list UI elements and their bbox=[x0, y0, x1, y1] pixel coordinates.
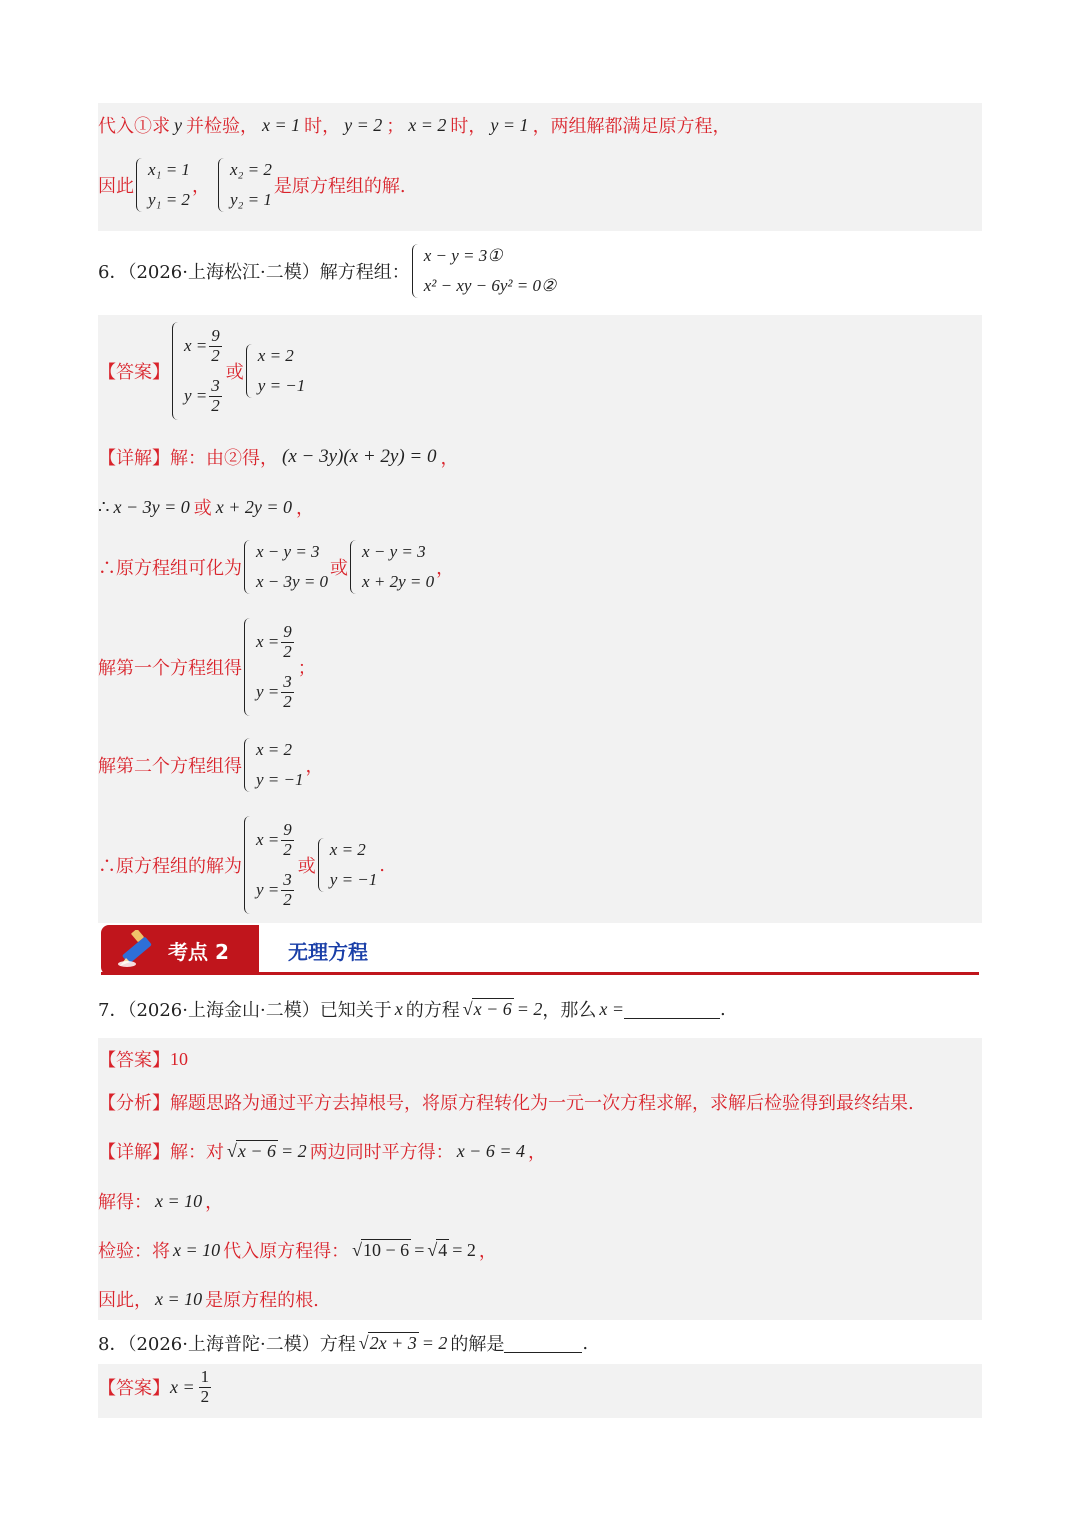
numerator: 3 bbox=[211, 375, 220, 395]
brace bbox=[244, 618, 253, 716]
system-b bbox=[350, 540, 434, 594]
text: 解第一个方程组得 bbox=[98, 658, 242, 679]
math-var: y bbox=[174, 114, 182, 135]
detail-tag: 【详解】 bbox=[98, 448, 170, 469]
sys-row: y₂ = 1 bbox=[229, 190, 272, 209]
pencil-icon bbox=[116, 930, 160, 970]
denominator: 2 bbox=[283, 889, 292, 909]
q6-detail-4 bbox=[98, 618, 316, 716]
numerator: 9 bbox=[211, 325, 220, 345]
numerator: 9 bbox=[283, 819, 292, 839]
system-a bbox=[244, 540, 328, 594]
q7-detail bbox=[98, 1138, 546, 1164]
sys-row: x − y = 3 bbox=[256, 542, 320, 561]
brace bbox=[350, 540, 359, 594]
text: 并检验， bbox=[186, 116, 258, 137]
question-text: 的解是 bbox=[450, 1334, 505, 1355]
q6-question bbox=[98, 244, 558, 298]
text: . bbox=[379, 854, 386, 876]
q6-detail-2 bbox=[98, 494, 314, 520]
q7-conclusion bbox=[98, 1286, 319, 1312]
answer-value: 10 bbox=[170, 1048, 188, 1069]
fraction bbox=[281, 821, 294, 859]
answer-box-q7 bbox=[98, 1038, 982, 1320]
text: 或 bbox=[193, 498, 212, 519]
answer-tag: 【答案】 bbox=[98, 1050, 170, 1071]
text: ， bbox=[305, 756, 324, 777]
question-text: 的方程 bbox=[405, 1000, 460, 1021]
q7-solve bbox=[98, 1188, 223, 1214]
text: 代入原方程得： bbox=[223, 1241, 350, 1262]
math-eq: (x − 3y)(x + 2y) = 0 bbox=[282, 446, 437, 467]
final-int-system bbox=[318, 838, 378, 892]
text: 检验：将 bbox=[98, 1241, 170, 1262]
q8-answer bbox=[98, 1368, 213, 1406]
radicand: 4 bbox=[438, 1240, 448, 1260]
section-underline bbox=[101, 972, 979, 975]
solution-int-system bbox=[244, 738, 304, 792]
fraction bbox=[199, 1368, 212, 1406]
math: x = bbox=[170, 1376, 195, 1397]
question-text: ，那么 bbox=[542, 1000, 597, 1021]
math: x = bbox=[184, 336, 208, 355]
sys-row: x + 2y = 0 bbox=[362, 572, 435, 591]
math: = 2 bbox=[516, 998, 543, 1019]
answer-system-int bbox=[246, 344, 306, 398]
math: = bbox=[414, 1239, 425, 1260]
analysis-tag: 【分析】 bbox=[98, 1093, 170, 1114]
solution-system-2 bbox=[218, 158, 272, 212]
sys-row: x − 3y = 0 bbox=[256, 572, 329, 591]
math: x = bbox=[256, 830, 280, 849]
final-frac-system bbox=[244, 816, 296, 914]
sys-row: x₁ = 1 bbox=[148, 160, 190, 179]
text: ， bbox=[440, 448, 459, 469]
math: = 2 bbox=[281, 1140, 307, 1161]
text: . bbox=[582, 1332, 589, 1354]
math: = 2 bbox=[452, 1239, 476, 1260]
brace bbox=[136, 158, 145, 212]
sqrt-expression: √ x − 6 bbox=[227, 1140, 277, 1161]
sys-row: x₂ = 2 bbox=[229, 160, 272, 179]
sys-row bbox=[256, 668, 296, 716]
radicand: x − 6 bbox=[473, 999, 512, 1019]
math-eq: x + 2y = 0 bbox=[215, 496, 293, 517]
q5-conclusion-line bbox=[98, 158, 406, 212]
solution-system-1 bbox=[136, 158, 190, 212]
brace bbox=[412, 244, 421, 298]
brace bbox=[244, 540, 253, 594]
math-eq: x − 3y = 0 bbox=[113, 496, 190, 517]
numerator: 3 bbox=[283, 869, 292, 889]
therefore: ∴ bbox=[98, 496, 110, 518]
math-eq: x = 2 bbox=[408, 114, 447, 135]
fraction bbox=[281, 673, 294, 711]
q6-answer bbox=[98, 322, 307, 420]
q5-verify-line bbox=[98, 112, 731, 138]
answer-blank[interactable] bbox=[504, 1334, 582, 1353]
sys-row bbox=[184, 322, 224, 370]
text: 因此， bbox=[98, 1290, 152, 1311]
sys-row: y₁ = 2 bbox=[148, 190, 190, 209]
sys-row: y = −1 bbox=[256, 770, 304, 789]
text: 解得： bbox=[98, 1192, 152, 1213]
sqrt-expression: √ x − 6 bbox=[462, 998, 512, 1019]
math: x = bbox=[256, 632, 280, 651]
text: 解：对 bbox=[170, 1142, 224, 1163]
brace bbox=[244, 816, 253, 914]
numerator: 9 bbox=[283, 621, 292, 641]
text: 两边同时平方得： bbox=[309, 1142, 454, 1163]
text: 或 bbox=[225, 362, 244, 383]
q7-analysis bbox=[98, 1089, 914, 1115]
question-text: 6．（2026·上海松江·二模）解方程组： bbox=[98, 262, 410, 283]
fraction bbox=[281, 871, 294, 909]
answer-box-q8 bbox=[98, 1364, 982, 1418]
sys-row: x = 2 bbox=[329, 840, 366, 859]
radicand: x − 6 bbox=[237, 1141, 277, 1161]
sys-row: x = 2 bbox=[257, 346, 294, 365]
sys-row: x − y = 3 bbox=[362, 542, 426, 561]
text: 解：由②得， bbox=[170, 448, 278, 469]
q7-answer bbox=[98, 1046, 188, 1072]
text: ∴原方程组的解为 bbox=[98, 856, 242, 877]
text: ， bbox=[296, 498, 315, 519]
q7-question bbox=[98, 996, 726, 1022]
sys-row: x − y = 3① bbox=[423, 246, 503, 265]
fraction bbox=[209, 377, 222, 415]
text: 时， bbox=[304, 116, 341, 137]
sys-row: y = −1 bbox=[257, 376, 306, 395]
brace bbox=[218, 158, 227, 212]
text: . bbox=[720, 998, 726, 1020]
answer-system-frac bbox=[172, 322, 224, 420]
denominator: 2 bbox=[283, 691, 292, 711]
detail-tag: 【详解】 bbox=[98, 1142, 170, 1163]
sys-row bbox=[184, 372, 224, 420]
denominator: 2 bbox=[200, 1386, 210, 1406]
q7-check bbox=[98, 1237, 497, 1263]
brace bbox=[246, 344, 255, 398]
text: ∴原方程组可化为 bbox=[98, 558, 242, 579]
text: 因此 bbox=[98, 176, 134, 197]
text: 是原方程组的解. bbox=[273, 176, 406, 197]
fraction bbox=[209, 327, 222, 365]
numerator: 3 bbox=[283, 671, 292, 691]
text: 是原方程的根. bbox=[205, 1290, 319, 1311]
sqrt-expression: √ 2x + 3 bbox=[358, 1332, 417, 1353]
sys-row: x² − xy − 6y² = 0② bbox=[423, 276, 557, 295]
denominator: 2 bbox=[283, 839, 292, 859]
math-var: x bbox=[394, 998, 403, 1019]
text: 解第二个方程组得 bbox=[98, 756, 242, 777]
denominator: 2 bbox=[283, 641, 292, 661]
math-eq: x = 10 bbox=[155, 1288, 203, 1309]
math: y = bbox=[184, 386, 208, 405]
text: ； bbox=[297, 658, 316, 679]
sys-row: x = 2 bbox=[256, 740, 293, 759]
fraction bbox=[281, 623, 294, 661]
text: 或 bbox=[330, 558, 349, 579]
math-eq: y = 2 bbox=[344, 114, 383, 135]
answer-tag: 【答案】 bbox=[98, 1378, 170, 1400]
sys-row: y = −1 bbox=[329, 870, 378, 889]
math: x = bbox=[599, 998, 625, 1019]
q6-detail-3 bbox=[98, 540, 454, 594]
q6-detail-1 bbox=[98, 444, 459, 470]
q6-detail-5 bbox=[98, 738, 324, 792]
question-text: 8．（2026·上海普陀·二模）方程 bbox=[98, 1334, 356, 1355]
sys-row bbox=[256, 816, 296, 864]
radicand: 10 − 6 bbox=[363, 1240, 410, 1260]
math-eq: x = 10 bbox=[155, 1190, 203, 1211]
brace bbox=[318, 838, 327, 892]
brace bbox=[172, 322, 181, 420]
answer-tag: 【答案】 bbox=[98, 362, 170, 383]
denominator: 2 bbox=[211, 395, 220, 415]
q6-system bbox=[412, 244, 557, 298]
sqrt-expression: √ 10 − 6 bbox=[352, 1239, 410, 1260]
denominator: 2 bbox=[211, 345, 220, 365]
q8-question bbox=[98, 1330, 588, 1356]
text: 时， bbox=[450, 116, 487, 137]
q6-detail-6 bbox=[98, 816, 385, 914]
analysis-text: 解题思路为通过平方去掉根号，将原方程转化为一元一次方程求解，求解后检验得到最终结果. bbox=[170, 1093, 914, 1114]
sys-row bbox=[256, 866, 296, 914]
text: ； bbox=[386, 116, 405, 137]
answer-blank[interactable] bbox=[624, 1000, 720, 1019]
text: ，两组解都满足原方程， bbox=[532, 116, 731, 137]
radicand: 2x + 3 bbox=[369, 1333, 417, 1353]
math: y = bbox=[256, 682, 280, 701]
text: ， bbox=[436, 558, 455, 579]
section-title: 无理方程 bbox=[288, 940, 368, 964]
math-eq: x − 6 = 4 bbox=[456, 1140, 525, 1161]
text: 或 bbox=[297, 856, 316, 877]
sqrt-expression: √ 4 bbox=[427, 1239, 448, 1260]
math: y = bbox=[256, 880, 280, 899]
text: 代入①求 bbox=[98, 116, 170, 137]
numerator: 1 bbox=[200, 1367, 210, 1386]
math-eq: x = 10 bbox=[173, 1239, 221, 1260]
section-label: 考点 2 bbox=[168, 940, 229, 964]
brace bbox=[244, 738, 253, 792]
text: ， bbox=[527, 1142, 546, 1163]
text: ， bbox=[191, 176, 210, 197]
solution-frac-system bbox=[244, 618, 296, 716]
sys-row bbox=[256, 618, 296, 666]
question-text: 7．（2026·上海金山·二模）已知关于 bbox=[98, 1000, 392, 1021]
text: ， bbox=[478, 1241, 497, 1262]
math-eq: y = 1 bbox=[490, 114, 529, 135]
math-eq: x = 1 bbox=[262, 114, 301, 135]
math: = 2 bbox=[421, 1332, 448, 1353]
text: ， bbox=[205, 1192, 224, 1213]
